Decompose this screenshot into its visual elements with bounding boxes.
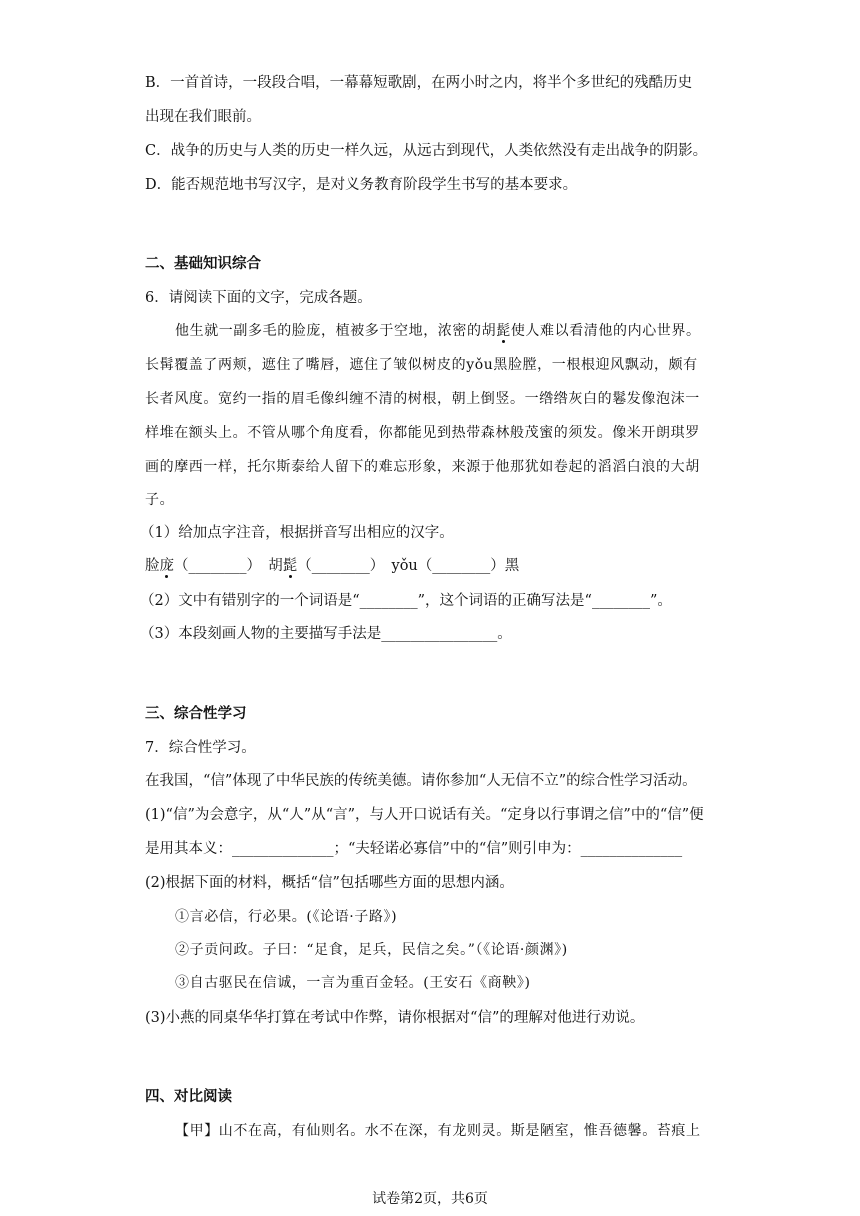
dotted-char: 庞 [159,558,174,574]
passage-line-1 [175,321,701,341]
question-7-intro: 在我国，“信”体现了中华民族的传统美德。请你参加“人无信不立”的综合性学习活动。 [145,773,697,789]
passage-line-4: 样堆在额头上。不管从哪个角度看，你都能见到热带森林般茂蜜的须发。像米开朗琪罗 [145,425,700,441]
question-7-2: (2)根据下面的材料，概括“信”包括哪些方面的思想内涵。 [145,875,514,891]
passage-text: 使人难以看清他的内心世界。 [510,323,701,339]
question-7-1-line1: (1)“信”为会意字，从“人”从“言”，与人开口说话有关。“定身以行事谓之信”中的“信”便 [145,807,704,823]
passage-jia: 【甲】山不在高，有仙则名。水不在深，有龙则灵。斯是陋室，惟吾德馨。苔痕上 [175,1123,701,1139]
passage-line-6: 子。 [145,492,175,508]
fill-blank: （________） 胡 [174,558,283,574]
fill-char: 脸 [145,558,160,574]
fill-blank: （________） yǒu（________）黑 [297,558,520,574]
material-2: ②子贡问政。子曰：“足食，足兵，民信之矣。”（《论语·颜渊》) [175,942,568,958]
material-1: ①言必信，行必果。(《论语·子路》) [175,909,398,925]
question-6-stem: 6．请阅读下面的文字，完成各题。 [145,290,372,306]
dotted-char: 髭 [496,323,511,339]
passage-line-3: 长者风度。宽约一指的眉毛像纠缠不清的树根，朝上倒竖。一绺绺灰白的鬈发像泡沫一 [145,391,700,407]
question-7-1-line2: 是用其本义：______________；“夫轻诺必寡信”中的“信”则引申为：______________ [145,841,683,857]
question-6-1: （1）给加点字注音，根据拼音写出相应的汉字。 [140,525,454,541]
option-b-line2: 出现在我们眼前。 [145,109,261,125]
page-footer: 试卷第2页，共6页 [372,1191,488,1207]
section-heading-3: 三、综合性学习 [145,705,247,722]
section-heading-2: 二、基础知识综合 [145,255,261,272]
passage-line-5: 画的摩西一样，托尔斯泰给人留下的难忘形象，来源于他那犹如卷起的滔滔白浪的大胡 [145,459,700,475]
question-6-2: （2）文中有错别字的一个词语是“________”，这个词语的正确写法是“________”。 [140,593,672,609]
question-7-stem: 7．综合性学习。 [145,740,256,756]
question-6-3: （3）本段刻画人物的主要描写手法是________________。 [140,626,512,642]
option-b-line1: B．一首首诗，一段段合唱，一幕幕短歌剧，在两小时之内，将半个多世纪的残酷历史 [145,75,693,91]
passage-text: 他生就一副多毛的脸庞，植被多于空地，浓密的胡 [175,323,497,339]
dotted-char: 髭 [282,558,298,574]
fill-in-pinyin-row [145,556,519,576]
option-d: D．能否规范地书写汉字，是对义务教育阶段学生书写的基本要求。 [145,177,578,193]
section-heading-4: 四、对比阅读 [145,1088,232,1105]
material-3: ③自古驱民在信诚，一言为重百金轻。(王安石《商鞅》) [175,975,531,991]
option-c: C．战争的历史与人类的历史一样久远，从远古到现代，人类依然没有走出战争的阴影。 [145,143,708,159]
passage-line-2: 长髯覆盖了两颊，遮住了嘴唇，遮住了皱似树皮的yǒu黑脸膛，一根根迎风飘动，颇有 [145,357,698,373]
question-7-3: (3)小燕的同桌华华打算在考试中作弊，请你根据对“信”的理解对他进行劝说。 [145,1010,645,1026]
